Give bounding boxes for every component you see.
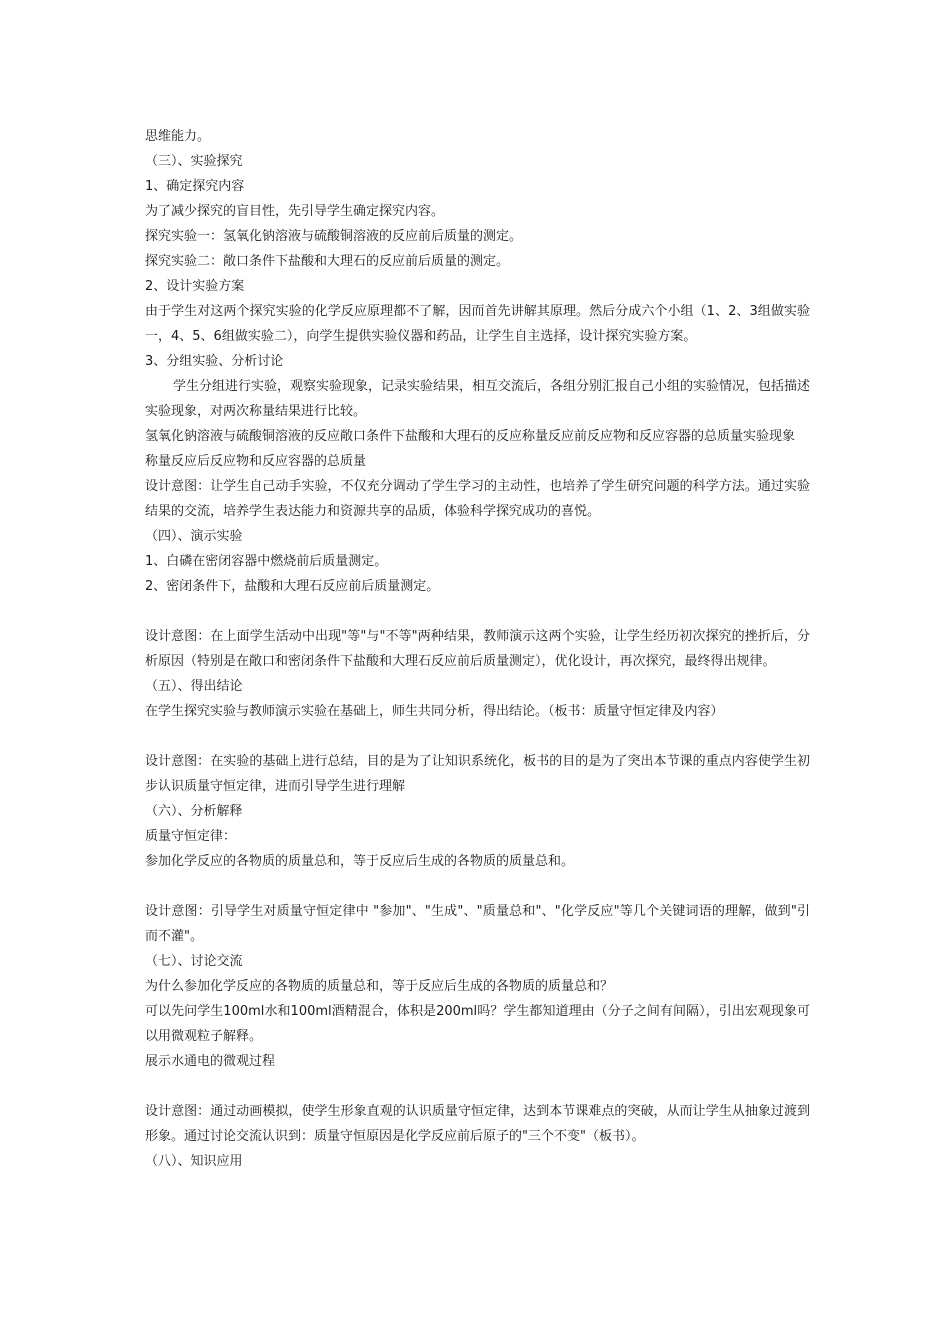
paragraph: 为了减少探究的盲目性，先引导学生确定探究内容。 xyxy=(145,204,445,219)
blank-line xyxy=(145,724,810,749)
experiment-1: 探究实验一：氢氧化钠溶液与硫酸铜溶液的反应前后质量的测定。 xyxy=(145,229,523,244)
law-label: 质量守恒定律： xyxy=(145,829,237,844)
blank-line xyxy=(145,874,810,899)
discussion-question: 为什么参加化学反应的各物质的质量总和，等于反应后生成的各物质的质量总和？ xyxy=(145,979,614,994)
paragraph-group-experiment: 学生分组进行实验，观察实验现象，记录实验结果，相互交流后，各组分别汇报自己小组的实验情况，包括描述实验现象，对两次称量结果进行比较。 xyxy=(145,379,811,419)
discussion-example: 可以先问学生100ml水和100ml酒精混合，体积是200ml吗？学生都知道理由（分子之间有间隔），引出宏观现象可以用微观粒子解释。 xyxy=(145,1004,810,1044)
section-heading-4: （四）、演示实验 xyxy=(145,529,243,544)
blank-line xyxy=(145,599,810,624)
subheading-2: 2、设计实验方案 xyxy=(145,279,245,294)
section-heading-3: （三）、实验探究 xyxy=(145,154,243,169)
paragraph-continuation: 思维能力。 xyxy=(145,129,211,144)
section-heading-5: （五）、得出结论 xyxy=(145,679,243,694)
law-statement: 参加化学反应的各物质的质量总和，等于反应后生成的各物质的质量总和。 xyxy=(145,854,575,869)
paragraph-table-text: 氢氧化钠溶液与硫酸铜溶液的反应敞口条件下盐酸和大理石的反应称量反应前反应物和反应容器的总质量实验现象 xyxy=(145,429,796,444)
section-heading-8: （八）、知识应用 xyxy=(145,1154,243,1169)
blank-line xyxy=(145,1074,810,1099)
design-intent-4: 设计意图：引导学生对质量守恒定律中 "参加"、"生成"、"质量总和"、"化学反应"等几个关键词语的理解，做到"引而不灌"。 xyxy=(145,904,810,944)
paragraph-design-plan: 由于学生对这两个探究实验的化学反应原理都不了解，因而首先讲解其原理。然后分成六个小组（1、2、3组做实验一，4、5、6组做实验二），向学生提供实验仪器和药品，让学生自主选择，设计探究实验方案。 xyxy=(145,304,810,344)
subheading-3: 3、分组实验、分析讨论 xyxy=(145,354,284,369)
subheading-1: 1、确定探究内容 xyxy=(145,179,245,194)
discussion-demo: 展示水通电的微观过程 xyxy=(145,1054,276,1069)
paragraph-conclusion: 在学生探究实验与教师演示实验在基础上，师生共同分析，得出结论。（板书：质量守恒定律及内容） xyxy=(145,704,724,719)
design-intent-2: 设计意图：在上面学生活动中出现"等"与"不等"两种结果，教师演示这两个实验，让学生经历初次探究的挫折后，分析原因（特别是在敞口和密闭条件下盐酸和大理石反应前后质量测定），优化设计，再次探究，最终得出规律。 xyxy=(145,629,810,669)
demo-item-2: 2、密闭条件下，盐酸和大理石反应前后质量测定。 xyxy=(145,579,440,594)
experiment-2: 探究实验二：敞口条件下盐酸和大理石的反应前后质量的测定。 xyxy=(145,254,510,269)
design-intent-1: 设计意图：让学生自己动手实验，不仅充分调动了学生学习的主动性，也培养了学生研究问题的科学方法。通过实验结果的交流，培养学生表达能力和资源共享的品质，体验科学探究成功的喜悦。 xyxy=(145,479,810,519)
design-intent-3: 设计意图：在实验的基础上进行总结，目的是为了让知识系统化，板书的目的是为了突出本节课的重点内容使学生初步认识质量守恒定律，进而引导学生进行理解 xyxy=(145,754,810,794)
section-heading-7: （七）、讨论交流 xyxy=(145,954,243,969)
paragraph-weigh: 称量反应后反应物和反应容器的总质量 xyxy=(145,454,367,469)
demo-item-1: 1、白磷在密闭容器中燃烧前后质量测定。 xyxy=(145,554,388,569)
section-heading-6: （六）、分析解释 xyxy=(145,804,243,819)
design-intent-5: 设计意图：通过动画模拟，使学生形象直观的认识质量守恒定律，达到本节课难点的突破，从而让学生从抽象过渡到形象。通过讨论交流认识到：质量守恒原因是化学反应前后原子的"三个不变"（板书）。 xyxy=(145,1104,810,1144)
document-body xyxy=(145,124,810,1174)
